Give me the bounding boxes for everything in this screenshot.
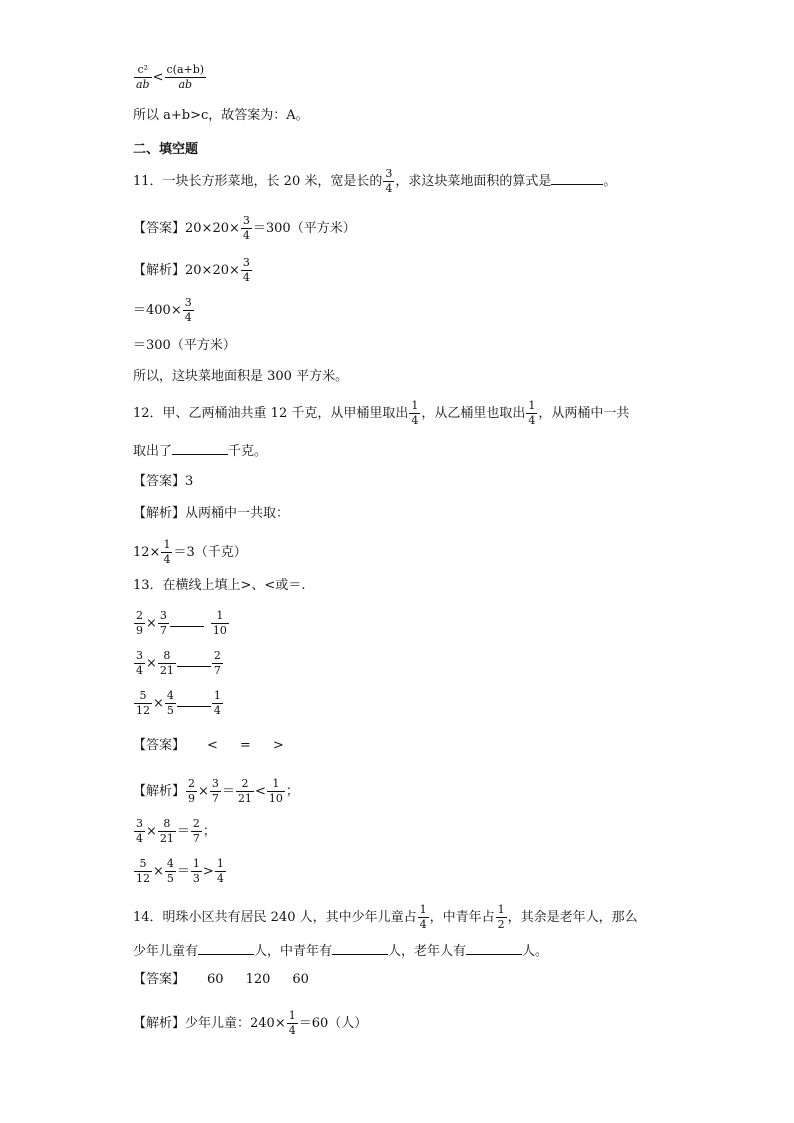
fraction: $\frac{3}{4}$ — [242, 256, 250, 284]
fraction: $\frac{4}{5}$ — [166, 689, 174, 717]
q13-answer: 【答案】 < = > — [133, 738, 284, 753]
fraction: $\frac{1}{4}$ — [528, 399, 536, 427]
q12-analysis: 【解析】从两桶中一共取： — [133, 506, 290, 521]
q13-analysis-3: $\frac{5}{12}$ × $\frac{4}{5}$ ＝ $\frac{1}{3}$ > $\frac{1}{4}$ — [136, 857, 224, 885]
q11-analysis: 【解析】20×20× $\frac{3}{4}$ — [133, 256, 250, 284]
fraction: $\frac{3}{4}$ — [136, 649, 143, 677]
question-12: 12．甲、乙两桶油共重 12 千克，从甲桶里取出 $\frac{1}{4}$ ，从乙桶里也取出 $\frac{1}{4}$ ，从两桶中一共 — [133, 399, 630, 427]
fraction: $\frac{2}{9}$ — [136, 609, 143, 637]
fraction: $\frac{1}{4}$ — [419, 903, 427, 931]
fraction: $\frac{\text{c²}}{ab}$ — [136, 63, 150, 91]
fraction: $\frac{1}{4}$ — [213, 689, 221, 717]
answer-blank[interactable] — [466, 942, 522, 955]
question-14-line2: 少年儿童有 人，中青年有 人，老年人有 人。 — [133, 944, 549, 959]
answer-blank[interactable] — [172, 442, 228, 455]
fraction: $\frac{3}{4}$ — [242, 214, 250, 242]
fraction: $\frac{1}{4}$ — [163, 538, 171, 566]
fraction: $\frac{1}{2}$ — [497, 903, 505, 931]
q13-analysis-1: 【解析】 $\frac{2}{9}$ × $\frac{3}{7}$ ＝ $\frac{2}{21}$ < $\frac{1}{10}$ ； — [133, 777, 299, 805]
fraction: $\frac{8}{21}$ — [159, 817, 174, 845]
question-11: 11．一块长方形菜地，长 20 米，宽是长的 $\frac{3}{4}$ ，求这块菜地面积的算式是 。 — [133, 167, 617, 195]
fraction: $\frac{1}{10}$ — [212, 609, 227, 637]
answer-blank[interactable] — [332, 942, 388, 955]
answer-blank[interactable] — [198, 942, 254, 955]
top-conclusion: 所以 a+b>c，故答案为：A。 — [133, 108, 309, 123]
less-than-symbol: < — [152, 70, 164, 85]
fraction: $\frac{3}{7}$ — [211, 777, 219, 805]
fraction: $\frac{1}{4}$ — [411, 399, 419, 427]
fraction: $\frac{2}{9}$ — [188, 777, 196, 805]
answer-blank[interactable] — [170, 614, 204, 627]
fraction: $\frac{2}{7}$ — [213, 649, 221, 677]
fraction: $\frac{3}{4}$ — [136, 817, 143, 845]
fraction: $\frac{1}{4}$ — [216, 857, 224, 885]
inequality-line — [133, 64, 207, 91]
q11-conclusion: 所以，这块菜地面积是 300 平方米。 — [133, 369, 349, 384]
q11-answer: 【答案】20×20× $\frac{3}{4}$ ＝300（平方米） — [133, 214, 356, 242]
answer-blank[interactable] — [177, 654, 211, 667]
q13-item-3: $\frac{5}{12}$ × $\frac{4}{5}$ $\frac{1}{4}$ — [136, 689, 221, 717]
q13-item-2: $\frac{3}{4}$ × $\frac{8}{21}$ $\frac{2}{7}$ — [136, 649, 221, 677]
question-14: 14．明珠小区共有居民 240 人，其中少年儿童占 $\frac{1}{4}$ ，中青年占 $\frac{1}{2}$ ，其余是老年人，那么 — [133, 903, 638, 931]
fraction: $\frac{5}{12}$ — [136, 857, 150, 885]
fraction: $\frac{1}{3}$ — [192, 857, 200, 885]
fraction: $\frac{2}{7}$ — [192, 817, 200, 845]
fraction: $\frac{8}{21}$ — [159, 649, 174, 677]
answer-blank[interactable] — [177, 694, 211, 707]
q13-analysis-2: $\frac{3}{4}$ × $\frac{8}{21}$ ＝ $\frac{2}{7}$ ； — [136, 817, 216, 845]
fraction: $\frac{1}{10}$ — [268, 777, 283, 805]
fraction: $\frac{1}{4}$ — [288, 1009, 296, 1037]
question-13: 13．在横线上填上>、<或＝. — [133, 578, 306, 593]
fraction: $\frac{2}{21}$ — [237, 777, 252, 805]
fraction: $\frac{3}{4}$ — [184, 296, 192, 324]
q14-answer: 【答案】 60 120 60 — [133, 972, 309, 987]
fraction: $\frac{c(a+b)}{ab}$ — [166, 63, 205, 91]
q11-step2: ＝400× $\frac{3}{4}$ — [133, 296, 192, 324]
q12-calc: 12× $\frac{1}{4}$ ＝3（千克） — [133, 538, 247, 566]
q14-analysis: 【解析】少年儿童：240× $\frac{1}{4}$ ＝60（人） — [133, 1009, 368, 1037]
q11-step3: ＝300（平方米） — [133, 338, 236, 353]
fraction: $\frac{5}{12}$ — [136, 689, 150, 717]
q13-item-1: $\frac{2}{9}$ × $\frac{3}{7}$ $\frac{1}{10}$ — [136, 609, 227, 637]
fraction: $\frac{4}{5}$ — [166, 857, 174, 885]
q12-answer: 【答案】3 — [133, 474, 194, 489]
question-12-line2: 取出了 千克。 — [133, 444, 268, 459]
section-heading: 二、填空题 — [133, 142, 199, 157]
fraction: $\frac{3}{7}$ — [159, 609, 167, 637]
answer-blank[interactable] — [551, 172, 603, 185]
fraction: $\frac{3}{4}$ — [385, 167, 393, 195]
